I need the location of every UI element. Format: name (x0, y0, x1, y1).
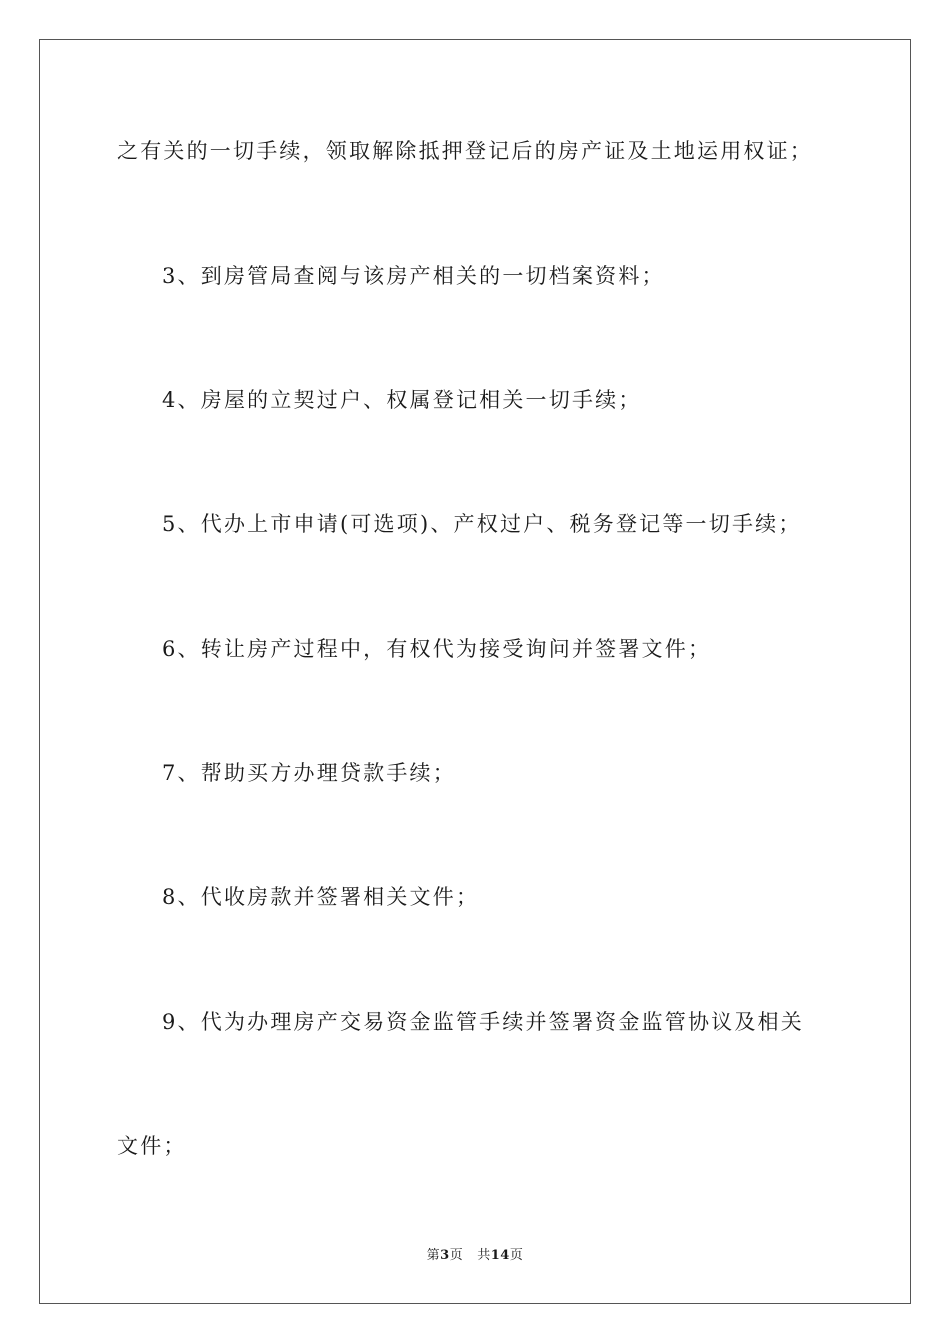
list-item-6: 6、转让房产过程中，有权代为接受询问并签署文件； (162, 637, 712, 661)
paragraph-continuation: 之有关的一切手续，领取解除抵押登记后的房产证及土地运用权证； (117, 139, 813, 163)
list-item-9: 9、代为办理房产交易资金监管手续并签署资金监管协议及相关 (162, 1010, 804, 1034)
page-suffix: 页 (449, 1248, 464, 1263)
list-item-5: 5、代办上市申请(可选项)、产权过户、税务登记等一切手续； (162, 512, 802, 536)
total-prefix: 共 (477, 1248, 491, 1263)
list-item-9-continuation: 文件； (117, 1134, 187, 1158)
list-item-7: 7、帮助买方办理贷款手续； (162, 761, 456, 785)
page-border (39, 39, 911, 1304)
page-prefix: 第 (426, 1248, 441, 1263)
list-item-3: 3、到房管局查阅与该房产相关的一切档案资料； (162, 264, 665, 288)
current-page-number: 3 (440, 1248, 450, 1263)
list-item-8: 8、代收房款并签署相关文件； (162, 885, 480, 909)
total-suffix: 页 (509, 1248, 524, 1263)
total-pages-number: 14 (490, 1248, 510, 1263)
page-number-footer (0, 1247, 950, 1265)
list-item-4: 4、房屋的立契过户、权属登记相关一切手续； (162, 388, 642, 412)
